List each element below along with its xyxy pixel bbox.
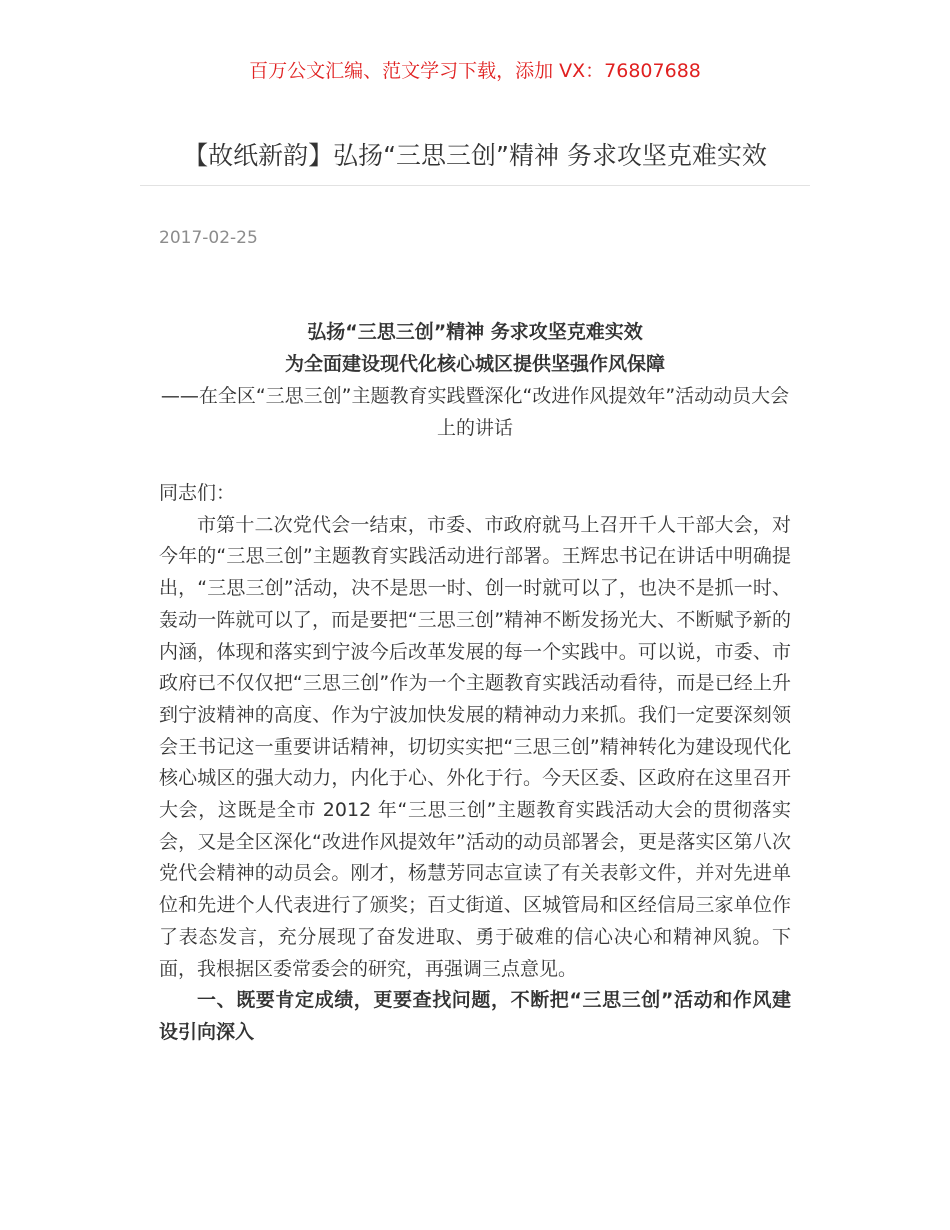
- title-divider: [140, 185, 810, 186]
- section-heading: 一、既要肯定成绩，更要查找问题，不断把“三思三创”活动和作风建设引向深入: [159, 989, 791, 1043]
- speech-body: [159, 478, 791, 1049]
- body-paragraph: 市第十二次党代会一结束，市委、市政府就马上召开千人干部大会，对今年的“三思三创”主题教育实践活动进行部署。王辉忠书记在讲话中明确提出，“三思三创”活动，决不是思一时、创一时就可以了，也决不是抓一时、轰动一阵就可以了，而是要把“三思三创”精神不断发扬光大、不断赋予新的内涵，体现和落实到宁波今后改革发展的每一个实践中。可以说，市委、市政府已不仅仅把“三思三创”作为一个主题教育实践活动看待，而是已经上升到宁波精神的高度、作为宁波加快发展的精神动力来抓。我们一定要深刻领会王书记这一重要讲话精神，切切实实把“三思三创”精神转化为建设现代化核心城区的强大动力，内化于心、外化于行。今天区委、区政府在这里召开大会，这既是全市 2012 年“三思三创”主题教育实践活动大会的贯彻落实会，又是全区深化“改进作风提效年”活动的动员部署会，更是落实区第八次党代会精神的动员会。刚才，杨慧芳同志宣读了有关表彰文件，并对先进单位和先进个人代表进行了颁奖；百丈街道、区城管局和区经信局三家单位作了表态发言，充分展现了奋发进取、勇于破难的信心决心和精神风貌。下面，我根据区委常委会的研究，再强调三点意见。: [159, 513, 791, 980]
- speech-heading: [159, 316, 791, 444]
- promo-banner: 百万公文汇编、范文学习下载，添加 VX：76807688: [249, 60, 701, 82]
- article-title: 【故纸新韵】弘扬“三思三创”精神 务求攻坚克难实效: [183, 141, 767, 170]
- speech-title-line1: 弘扬“三思三创”精神 务求攻坚克难实效: [307, 321, 643, 343]
- speech-title-line2: 为全面建设现代化核心城区提供坚强作风保障: [284, 353, 665, 375]
- speech-subtitle: ——在全区“三思三创”主题教育实践暨深化“改进作风提效年”活动动员大会上的讲话: [160, 385, 790, 439]
- salutation: 同志们：: [159, 482, 236, 504]
- publish-date: 2017-02-25: [159, 228, 258, 248]
